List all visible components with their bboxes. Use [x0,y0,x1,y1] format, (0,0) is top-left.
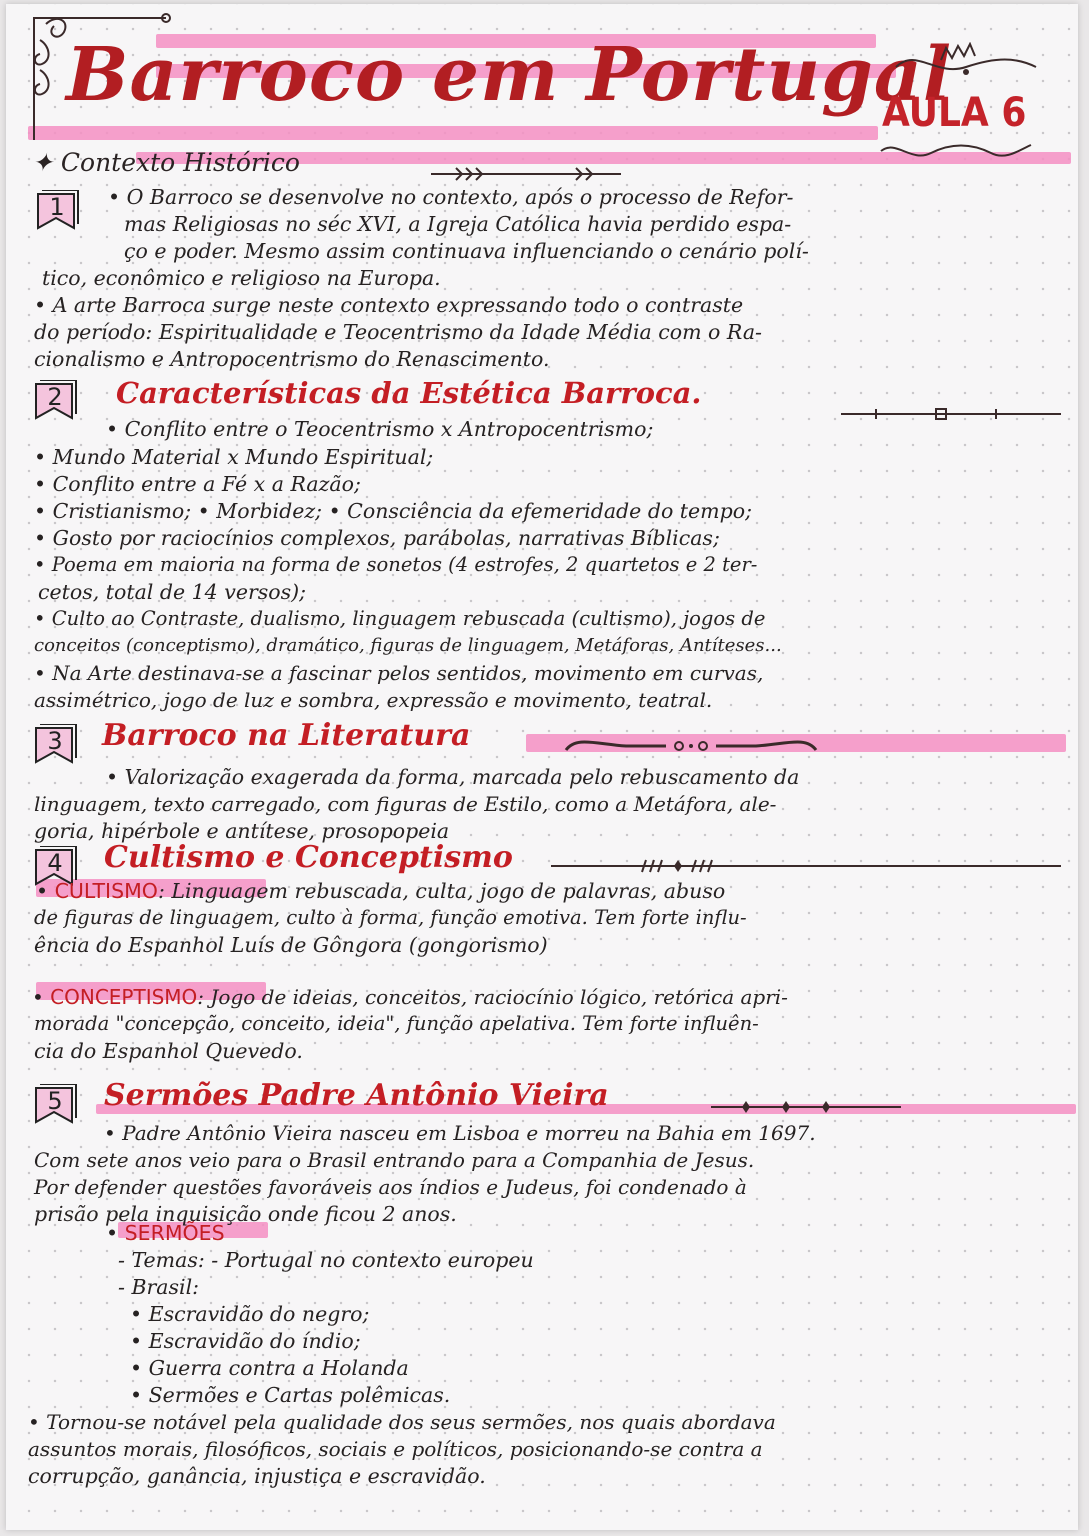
text-line: • Mundo Material x Mundo Espiritual; [34,445,434,469]
text-line: corrupção, ganância, injustiça e escravidão. [28,1464,486,1488]
flourish-icon [876,136,1056,166]
section-number-badge: 2 [32,380,82,422]
section-title: Sermões Padre Antônio Vieira [104,1078,609,1113]
section-title: Barroco na Literatura [102,718,471,753]
list-item: • Escravidão do negro; [130,1302,370,1326]
section-title: Características da Estética Barroca. [116,376,702,410]
text-line: prisão pela inquisição onde ficou 2 anos. [34,1202,457,1226]
text-line: • Tornou-se notável pela qualidade dos seus sermões, nos quais abordava [28,1410,776,1434]
list-item: • Guerra contra a Holanda [130,1356,409,1380]
text-line: • Conflito entre o Teocentrismo x Antropocentrismo; [106,417,654,441]
text-line: mas Religiosas no séc XVI, a Igreja Católica havia perdido espa- [124,212,792,236]
text-line: • Padre Antônio Vieira nasceu em Lisboa e morreu na Bahia em 1697. [104,1121,816,1145]
text-line: ço e poder. Mesmo assim continuava influenciando o cenário polí- [124,239,809,263]
page-title: Barroco em Portugal [66,32,952,118]
list-item: • Sermões e Cartas polêmicas. [130,1383,451,1407]
text-line: • O Barroco se desenvolve no contexto, após o processo de Refor- [108,185,794,209]
text-line: cia do Espanhol Quevedo. [34,1039,303,1063]
section-subtitle: ✦ Contexto Histórico [32,148,300,177]
text-line: • Na Arte destinava-se a fascinar pelos sentidos, movimento em curvas, [34,661,764,685]
list-item: - Temas: - Portugal no contexto europeu [118,1248,534,1272]
divider-icon [706,1098,906,1116]
lesson-label: AULA 6 [882,90,1027,136]
list-item: - Brasil: [118,1275,200,1299]
keyword-label: CONCEPTISMO [50,985,198,1009]
text-line: • Culto ao Contraste, dualismo, linguagem rebuscada (cultismo), jogos de [34,607,766,630]
text-line: • CONCEPTISMO: Jogo de ideias, conceitos, raciocínio lógico, retórica apri- [32,985,788,1009]
keyword-label: SERMÕES [124,1221,225,1245]
divider-icon [546,856,1066,876]
text-line: cionalismo e Antropocentrismo do Renascimento. [34,347,550,371]
section-number-badge: 4 [32,846,82,888]
text-line: Por defender questões favoráveis aos índios e Judeus, foi condenado à [34,1175,747,1199]
section-title: Cultismo e Conceptismo [104,840,513,875]
text-line: • SERMÕES [106,1221,225,1245]
arrow-divider-icon [426,164,626,184]
text-line: morada "concepção, conceito, ideia", função apelativa. Tem forte influên- [34,1012,759,1035]
text-line: • Cristianismo; • Morbidez; • Consciência da efemeridade do tempo; [34,499,752,523]
text-line: • Gosto por raciocínios complexos, parábolas, narrativas Bíblicas; [34,526,720,550]
list-item: • Escravidão do índio; [130,1329,361,1353]
keyword-label: CULTISMO [54,879,158,903]
text-line: • Poema em maioria na forma de sonetos (4 estrofes, 2 quartetos e 2 ter- [34,553,758,576]
text-line: assimétrico, jogo de luz e sombra, expressão e movimento, teatral. [34,688,713,712]
text-line: ência do Espanhol Luís de Gôngora (gongorismo) [34,933,548,957]
section-number-badge: 1 [34,190,84,232]
text-line: • A arte Barroca surge neste contexto expressando todo o contraste [34,293,744,317]
notebook-page [6,4,1078,1530]
text-line: linguagem, texto carregado, com figuras de Estilo, como a Metáfora, ale- [34,792,777,816]
section-number-badge: 3 [32,724,82,766]
text-line: tico, econômico e religioso na Europa. [42,266,441,290]
flourish-icon [891,42,1041,82]
text-line: goria, hipérbole e antítese, prosopopeia [34,819,450,843]
flourish-icon [561,734,821,758]
text-line: • Valorização exagerada da forma, marcada pelo rebuscamento da [106,765,800,789]
text-line: de figuras de linguagem, culto à forma, função emotiva. Tem forte influ- [34,906,747,929]
text-line: conceitos (conceptismo), dramático, figuras de linguagem, Metáforas, Antíteses... [34,635,782,656]
text-line: assuntos morais, filosóficos, sociais e políticos, posicionando-se contra a [28,1437,763,1461]
section-number-badge: 5 [32,1084,82,1126]
text-line: cetos, total de 14 versos); [38,580,307,604]
text-line: do período: Espiritualidade e Teocentrismo da Idade Média com o Ra- [34,320,762,344]
text-line: • Conflito entre a Fé x a Razão; [34,472,361,496]
text-line: Com sete anos veio para o Brasil entrando para a Companhia de Jesus. [34,1148,755,1172]
divider-icon [836,404,1066,424]
text-line: • CULTISMO: Linguagem rebuscada, culta, jogo de palavras, abuso [36,879,726,903]
